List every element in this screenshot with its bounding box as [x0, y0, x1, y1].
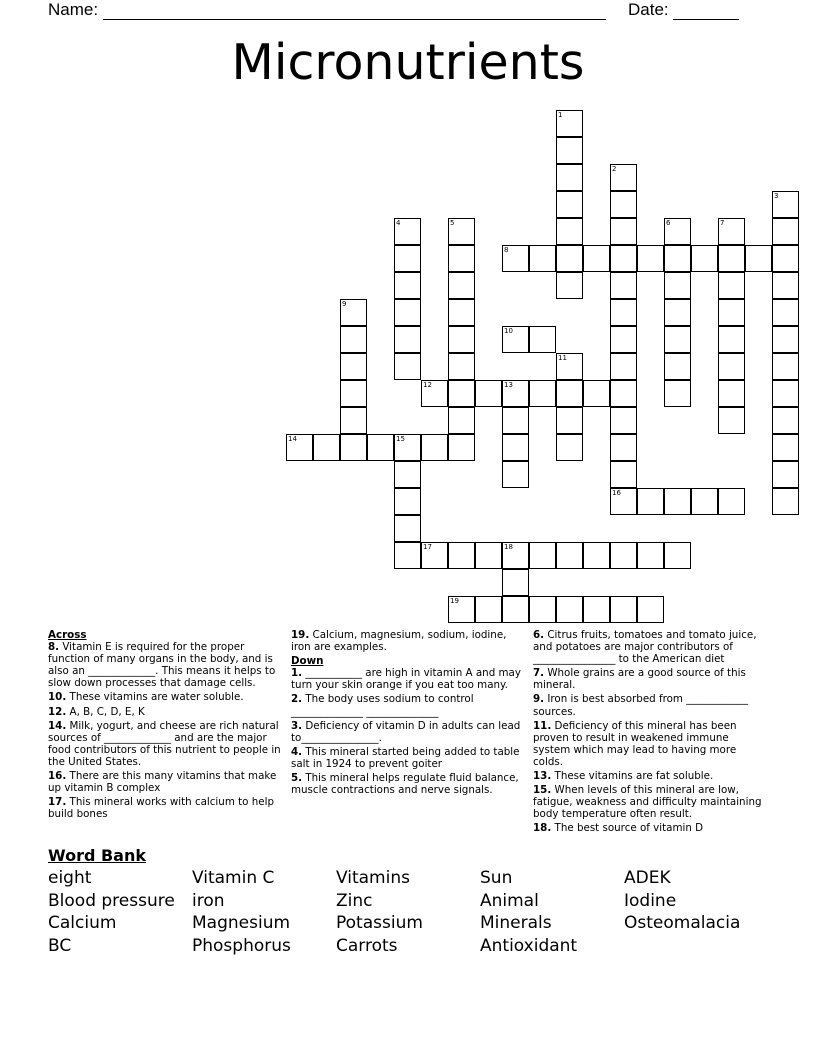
grid-cell[interactable]: [556, 380, 583, 407]
word-bank-item: eight: [48, 868, 92, 888]
grid-cell[interactable]: [610, 326, 637, 353]
grid-cell[interactable]: [340, 407, 367, 434]
clue-text: This mineral works with calcium to help build bones: [48, 796, 274, 821]
grid-cell[interactable]: [610, 272, 637, 299]
clue-item: [533, 770, 769, 782]
grid-cell[interactable]: [394, 434, 421, 461]
grid-cell[interactable]: [475, 542, 502, 569]
grid-cell[interactable]: [448, 218, 475, 245]
clue-item: [48, 770, 284, 794]
word-bank-item: Antioxidant: [480, 935, 578, 956]
clue-item: [533, 720, 769, 768]
grid-cell[interactable]: [664, 272, 691, 299]
grid-cell[interactable]: [394, 461, 421, 488]
clue-item: [291, 720, 523, 744]
clue-num: 12.: [48, 705, 67, 718]
clue-num: 15.: [533, 784, 552, 797]
word-bank-item: Zinc: [336, 890, 373, 911]
grid-cell[interactable]: [718, 488, 745, 515]
clue-item: [291, 629, 523, 653]
word-bank-item: Carrots: [336, 935, 398, 956]
grid-cell[interactable]: [502, 461, 529, 488]
clue-item: [533, 693, 769, 717]
clues-column-2: [291, 629, 523, 798]
clue-text: A, B, C, D, E, K: [66, 705, 145, 718]
clue-num: 10.: [48, 691, 67, 704]
grid-cell[interactable]: [772, 461, 799, 488]
clue-number: 10: [504, 327, 513, 335]
clue-item: [48, 720, 284, 768]
grid-cell[interactable]: [556, 407, 583, 434]
name-label: Name:: [48, 0, 99, 19]
clue-num: 14.: [48, 719, 67, 732]
clue-item: [48, 641, 284, 689]
word-bank-item: Potassium: [336, 913, 423, 934]
clue-num: 11.: [533, 719, 552, 732]
clue-text: The body uses sodium to control ______________ ______________: [291, 693, 474, 718]
grid-cell[interactable]: [772, 407, 799, 434]
clue-text: There are this many vitamins that make up vitamin B complex: [48, 770, 277, 795]
clue-num: 17.: [48, 796, 67, 809]
clue-number: 1: [558, 111, 563, 119]
grid-cell[interactable]: [313, 434, 340, 461]
grid-cell[interactable]: [772, 326, 799, 353]
grid-cell[interactable]: [286, 434, 313, 461]
grid-cell[interactable]: [718, 218, 745, 245]
grid-cell[interactable]: [529, 380, 556, 407]
clue-number: 8: [504, 246, 509, 254]
grid-cell[interactable]: [772, 299, 799, 326]
grid-cell[interactable]: [394, 326, 421, 353]
grid-cell[interactable]: [367, 434, 394, 461]
clue-item: [48, 796, 284, 820]
clue-num: 8.: [48, 641, 60, 654]
clue-number: 15: [396, 435, 405, 443]
clue-text: ___________ are high in vitamin A and may turn your skin orange if you eat too many.: [291, 667, 521, 692]
grid-cell[interactable]: [556, 542, 583, 569]
grid-cell[interactable]: [394, 299, 421, 326]
word-bank-item: Vitamins: [336, 868, 410, 888]
grid-cell[interactable]: [556, 245, 583, 272]
grid-cell[interactable]: [421, 542, 448, 569]
clue-number: 16: [612, 489, 621, 497]
grid-cell[interactable]: [664, 488, 691, 515]
clue-item: [291, 772, 523, 796]
word-bank-item: ADEK: [624, 868, 671, 888]
grid-cell[interactable]: [556, 218, 583, 245]
grid-cell[interactable]: [448, 272, 475, 299]
grid-cell[interactable]: [556, 191, 583, 218]
grid-cell[interactable]: [718, 380, 745, 407]
grid-cell[interactable]: [664, 299, 691, 326]
grid-cell[interactable]: [394, 218, 421, 245]
grid-cell[interactable]: [340, 299, 367, 326]
grid-cell[interactable]: [772, 191, 799, 218]
clue-item: [291, 693, 523, 717]
grid-cell[interactable]: [718, 353, 745, 380]
grid-cell[interactable]: [448, 353, 475, 380]
date-label: Date:: [628, 0, 669, 19]
grid-cell[interactable]: [691, 488, 718, 515]
clue-text: Deficiency of vitamin D in adults can lead to_______________.: [291, 719, 521, 744]
clue-text: These vitamins are fat soluble.: [551, 770, 714, 783]
grid-cell[interactable]: [772, 380, 799, 407]
grid-cell[interactable]: [394, 353, 421, 380]
grid-cell[interactable]: [340, 380, 367, 407]
grid-cell[interactable]: [772, 218, 799, 245]
grid-cell[interactable]: [583, 542, 610, 569]
grid-cell[interactable]: [448, 245, 475, 272]
clue-num: 2.: [291, 693, 303, 706]
word-bank-item: Vitamin C: [192, 868, 275, 888]
grid-cell[interactable]: [637, 488, 664, 515]
grid-cell[interactable]: [502, 569, 529, 596]
grid-cell[interactable]: [475, 380, 502, 407]
grid-cell[interactable]: [610, 488, 637, 515]
grid-cell[interactable]: [502, 245, 529, 272]
clue-text: When levels of this mineral are low, fatigue, weakness and difficulty maintaining body temperature often result.: [533, 784, 762, 821]
grid-cell[interactable]: [556, 353, 583, 380]
grid-cell[interactable]: [556, 110, 583, 137]
grid-cell[interactable]: [637, 542, 664, 569]
clue-number: 9: [342, 300, 347, 308]
down-heading: Down: [291, 655, 324, 668]
clue-text: Calcium, magnesium, sodium, iodine, iron are examples.: [291, 629, 507, 654]
clue-number: 3: [774, 192, 779, 200]
clue-number: 13: [504, 381, 513, 389]
grid-cell[interactable]: [772, 353, 799, 380]
grid-cell[interactable]: [556, 434, 583, 461]
grid-cell[interactable]: [394, 542, 421, 569]
grid-cell[interactable]: [664, 245, 691, 272]
grid-cell[interactable]: [610, 299, 637, 326]
word-bank-item: Magnesium: [192, 913, 291, 934]
grid-cell[interactable]: [502, 407, 529, 434]
grid-cell[interactable]: [664, 353, 691, 380]
clue-num: 19.: [291, 629, 310, 641]
clues-column-1: [48, 629, 284, 822]
clue-text: Iron is best absorbed from ____________ sources.: [533, 693, 748, 718]
grid-cell[interactable]: [448, 299, 475, 326]
grid-cell[interactable]: [718, 299, 745, 326]
word-bank-item: Calcium: [48, 913, 117, 934]
clue-num: 5.: [291, 772, 303, 785]
grid-cell[interactable]: [448, 407, 475, 434]
grid-cell[interactable]: [637, 245, 664, 272]
clue-number: 19: [450, 597, 459, 605]
grid-cell[interactable]: [475, 596, 502, 623]
grid-cell[interactable]: [502, 596, 529, 623]
clue-number: 17: [423, 543, 432, 551]
clue-number: 12: [423, 381, 432, 389]
grid-cell[interactable]: [394, 245, 421, 272]
clue-item: [48, 691, 284, 703]
word-bank: [48, 867, 768, 957]
grid-cell[interactable]: [421, 434, 448, 461]
grid-cell[interactable]: [394, 515, 421, 542]
grid-cell[interactable]: [664, 326, 691, 353]
clue-number: 11: [558, 354, 567, 362]
word-bank-item: Minerals: [480, 913, 552, 934]
grid-cell[interactable]: [718, 326, 745, 353]
grid-cell[interactable]: [583, 245, 610, 272]
grid-cell[interactable]: [772, 434, 799, 461]
grid-cell[interactable]: [502, 434, 529, 461]
grid-cell[interactable]: [529, 326, 556, 353]
word-bank-item: Iodine: [624, 890, 677, 911]
clue-item: [291, 746, 523, 770]
clue-num: 6.: [533, 629, 545, 641]
grid-cell[interactable]: [502, 542, 529, 569]
clue-number: 18: [504, 543, 513, 551]
word-bank-item: BC: [48, 935, 72, 956]
clue-text: Milk, yogurt, and cheese are rich natural sources of _____________ and are the major food contributors of this nutrient to people in the United States.: [48, 719, 281, 768]
grid-cell[interactable]: [610, 380, 637, 407]
grid-cell[interactable]: [394, 272, 421, 299]
grid-cell[interactable]: [421, 380, 448, 407]
grid-cell[interactable]: [610, 353, 637, 380]
clue-num: 1.: [291, 667, 303, 680]
grid-cell[interactable]: [556, 164, 583, 191]
grid-cell[interactable]: [556, 137, 583, 164]
grid-cell[interactable]: [340, 326, 367, 353]
clue-number: 14: [288, 435, 297, 443]
grid-cell[interactable]: [502, 326, 529, 353]
grid-cell[interactable]: [448, 596, 475, 623]
word-bank-item: iron: [192, 890, 225, 911]
grid-cell[interactable]: [583, 380, 610, 407]
clue-item: [48, 706, 284, 718]
word-bank-title: Word Bank: [48, 846, 147, 865]
grid-cell[interactable]: [664, 218, 691, 245]
clue-text: This mineral started being added to table salt in 1924 to prevent goiter: [291, 745, 520, 770]
grid-cell[interactable]: [529, 596, 556, 623]
clue-text: The best source of vitamin D: [551, 822, 704, 835]
grid-cell[interactable]: [772, 488, 799, 515]
grid-cell[interactable]: [394, 488, 421, 515]
grid-cell[interactable]: [556, 272, 583, 299]
clue-num: 7.: [533, 667, 545, 680]
grid-cell[interactable]: [556, 596, 583, 623]
grid-cell[interactable]: [610, 596, 637, 623]
word-bank-item: Osteomalacia: [624, 913, 741, 934]
grid-cell[interactable]: [529, 542, 556, 569]
clue-item: [533, 667, 769, 691]
grid-cell[interactable]: [718, 245, 745, 272]
clue-text: Citrus fruits, tomatoes and tomato juice, and potatoes are major contributors of ________________ to the American diet: [533, 629, 757, 666]
grid-cell[interactable]: [745, 245, 772, 272]
clue-text: Whole grains are a good source of this mineral.: [533, 667, 746, 692]
clue-text: These vitamins are water soluble.: [66, 691, 244, 704]
grid-cell[interactable]: [340, 353, 367, 380]
grid-cell[interactable]: [718, 407, 745, 434]
grid-cell[interactable]: [610, 164, 637, 191]
clue-num: 13.: [533, 770, 552, 783]
clue-number: 6: [666, 219, 671, 227]
grid-cell[interactable]: [340, 434, 367, 461]
clue-num: 4.: [291, 745, 303, 758]
grid-cell[interactable]: [610, 542, 637, 569]
word-bank-item: Sun: [480, 868, 513, 888]
clue-num: 3.: [291, 719, 303, 732]
grid-cell[interactable]: [610, 434, 637, 461]
grid-cell[interactable]: [718, 272, 745, 299]
word-bank-item: Animal: [480, 890, 539, 911]
grid-cell[interactable]: [664, 542, 691, 569]
across-heading: Across: [48, 629, 87, 641]
page-title: Micronutrients: [231, 34, 585, 91]
clue-num: 16.: [48, 770, 67, 783]
grid-cell[interactable]: [583, 596, 610, 623]
grid-cell[interactable]: [529, 245, 556, 272]
clue-item: [533, 784, 769, 820]
clue-number: 4: [396, 219, 401, 227]
clue-number: 5: [450, 219, 455, 227]
grid-cell[interactable]: [610, 191, 637, 218]
grid-cell[interactable]: [637, 596, 664, 623]
grid-cell[interactable]: [691, 245, 718, 272]
clue-number: 7: [720, 219, 725, 227]
grid-cell[interactable]: [610, 218, 637, 245]
word-bank-item: Phosphorus: [192, 935, 291, 956]
word-bank-item: Blood pressure: [48, 890, 175, 911]
clue-text: Deficiency of this mineral has been proven to result in weakened immune system which may lead to having more colds.: [533, 719, 737, 768]
grid-cell[interactable]: [610, 245, 637, 272]
clue-num: 9.: [533, 693, 545, 706]
clue-item: [533, 822, 769, 834]
grid-cell[interactable]: [448, 542, 475, 569]
grid-cell[interactable]: [772, 245, 799, 272]
grid-cell[interactable]: [502, 380, 529, 407]
clues-column-3: [533, 629, 769, 837]
clue-item: [291, 667, 523, 691]
grid-cell[interactable]: [448, 380, 475, 407]
grid-cell[interactable]: [772, 272, 799, 299]
grid-cell[interactable]: [448, 326, 475, 353]
clue-number: 2: [612, 165, 617, 173]
grid-cell[interactable]: [610, 461, 637, 488]
clue-num: 18.: [533, 822, 552, 835]
grid-cell[interactable]: [448, 434, 475, 461]
grid-cell[interactable]: [610, 407, 637, 434]
clue-text: Vitamin E is required for the proper function of many organs in the body, and is also an _____________. This means it helps to slow down processes that damage cells.: [48, 641, 276, 690]
clue-text: This mineral helps regulate fluid balance, muscle contractions and nerve signals.: [291, 772, 519, 797]
grid-cell[interactable]: [664, 380, 691, 407]
clue-item: [533, 629, 769, 665]
